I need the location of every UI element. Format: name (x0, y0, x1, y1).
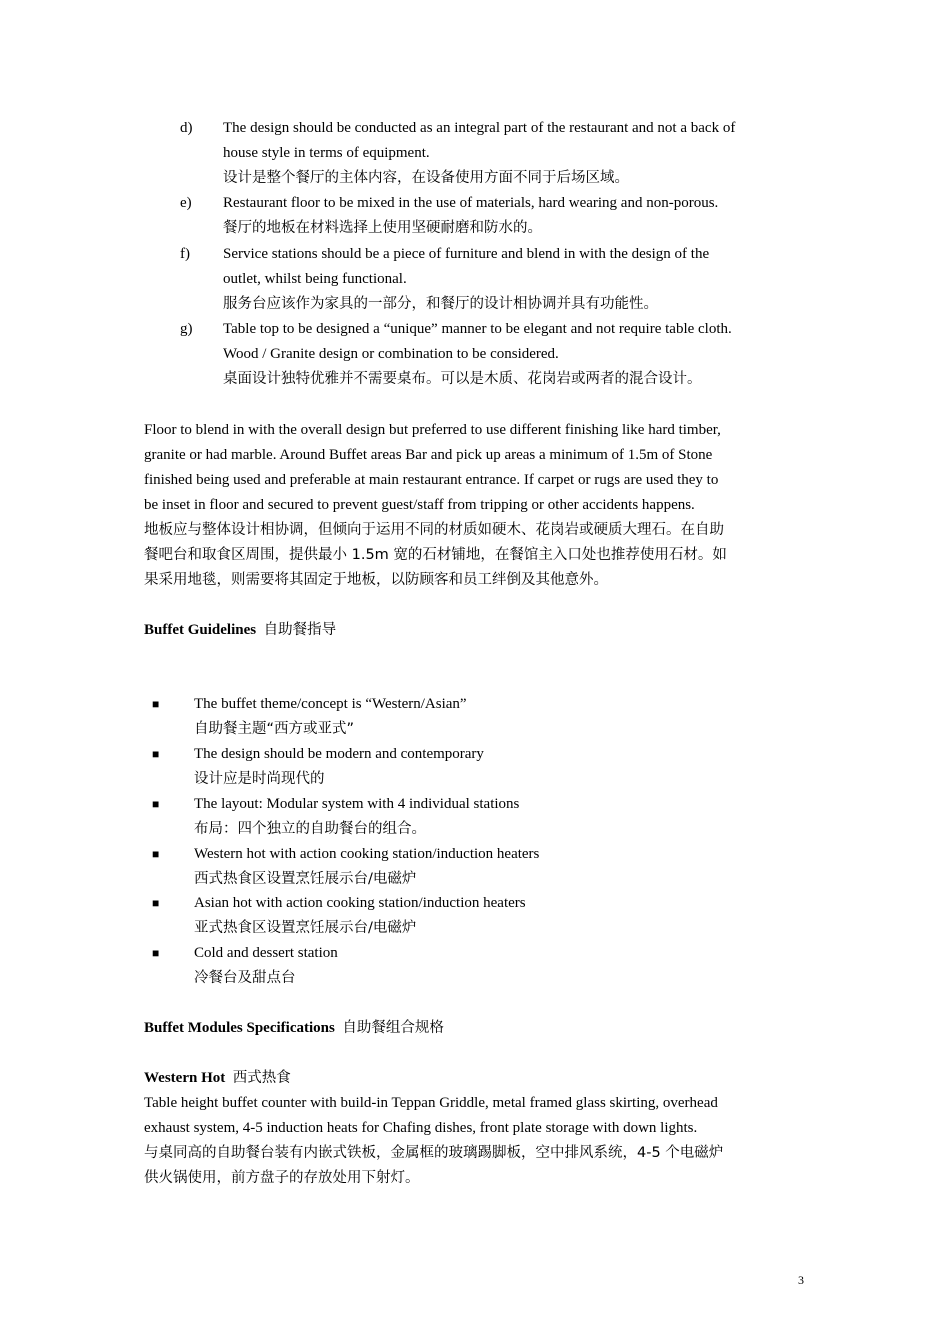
bullet-icon: ■ (152, 896, 160, 910)
list-item-zh: 西式热食区设置烹饪展示台/电磁炉 (194, 871, 417, 887)
list-item-zh: 亚式热食区设置烹饪展示台/电磁炉 (194, 920, 417, 936)
page-number: 3 (798, 1273, 804, 1287)
list-item-en: The layout: Modular system with 4 individual stations (194, 796, 520, 812)
section-heading-western-hot (144, 1066, 291, 1091)
heading-zh: 西式热食 (232, 1070, 291, 1086)
paragraph-line-zh: 餐吧台和取食区周围，提供最小 1.5m 宽的石材铺地，在餐馆主入口处也推荐使用石材。如 (144, 547, 727, 563)
paragraph-line: be inset in floor and secured to prevent guest/staff from tripping or other accidents happens. (144, 497, 695, 513)
item-text-line: Restaurant floor to be mixed in the use of materials, hard wearing and non-porous. (223, 195, 719, 211)
bullet-icon: ■ (152, 847, 160, 861)
paragraph-line: finished being used and preferable at main restaurant entrance. If carpet or rugs are used they to (144, 472, 719, 488)
paragraph-line: Floor to blend in with the overall design but preferred to use different finishing like hard timber, (144, 422, 721, 438)
item-text-line-zh: 餐厅的地板在材料选择上使用坚硬耐磨和防水的。 (223, 220, 542, 236)
paragraph-line: exhaust system, 4-5 induction heats for Chafing dishes, front plate storage with down lights. (144, 1120, 698, 1136)
list-item-en: The design should be modern and contemporary (194, 746, 484, 762)
paragraph-line-zh: 供火锅使用，前方盘子的存放处用下射灯。 (144, 1170, 420, 1186)
item-text-line: Table top to be designed a “unique” manner to be elegant and not require table cloth. (223, 321, 732, 337)
item-text-line-zh: 服务台应该作为家具的一部分，和餐厅的设计相协调并具有功能性。 (223, 296, 658, 312)
item-text-line: house style in terms of equipment. (223, 145, 430, 161)
list-item-en: Western hot with action cooking station/induction heaters (194, 846, 540, 862)
bullet-icon: ■ (152, 697, 160, 711)
list-item-en: Cold and dessert station (194, 945, 338, 961)
list-item-en: Asian hot with action cooking station/induction heaters (194, 895, 526, 911)
paragraph-line: Table height buffet counter with build-in Teppan Griddle, metal framed glass skirting, overhead (144, 1095, 718, 1111)
paragraph-line-zh: 与桌同高的自助餐台装有内嵌式铁板，金属框的玻璃踢脚板，空中排风系统，4-5 个电磁炉 (144, 1145, 724, 1161)
heading-en: Buffet Modules Specifications (144, 1020, 335, 1036)
list-item-zh: 自助餐主题“西方或亚式” (194, 721, 355, 737)
bullet-icon: ■ (152, 747, 160, 761)
item-text-line: Wood / Granite design or combination to be considered. (223, 346, 559, 362)
list-item-zh: 冷餐台及甜点台 (194, 970, 296, 986)
heading-zh: 自助餐组合规格 (342, 1020, 444, 1036)
heading-en: Buffet Guidelines (144, 622, 257, 638)
heading-zh: 自助餐指导 (263, 622, 337, 638)
bullet-icon: ■ (152, 946, 160, 960)
heading-en: Western Hot (144, 1070, 226, 1086)
bullet-icon: ■ (152, 797, 160, 811)
item-text-line: outlet, whilst being functional. (223, 271, 407, 287)
paragraph-line: granite or had marble. Around Buffet areas Bar and pick up areas a minimum of 1.5m of Stone (144, 447, 713, 463)
list-item-zh: 设计应是时尚现代的 (194, 771, 325, 787)
section-heading-modules (144, 1016, 444, 1041)
item-label: e) (180, 195, 192, 211)
item-text-line: The design should be conducted as an integral part of the restaurant and not a back of (223, 120, 736, 136)
paragraph-line-zh: 地板应与整体设计相协调，但倾向于运用不同的材质如硬木、花岗岩或硬质大理石。在自助 (144, 522, 724, 538)
section-heading-buffet-guidelines (144, 618, 336, 643)
item-label: d) (180, 120, 193, 136)
item-text-line-zh: 桌面设计独特优雅并不需要桌布。可以是木质、花岗岩或两者的混合设计。 (223, 371, 702, 387)
item-label: g) (180, 321, 193, 337)
item-text-line-zh: 设计是整个餐厅的主体内容，在设备使用方面不同于后场区域。 (223, 170, 629, 186)
item-text-line: Service stations should be a piece of furniture and blend in with the design of the (223, 246, 710, 262)
list-item-en: The buffet theme/concept is “Western/Asian” (194, 696, 467, 712)
list-item-zh: 布局：四个独立的自助餐台的组合。 (194, 821, 426, 837)
item-label: f) (180, 246, 190, 262)
paragraph-line-zh: 果采用地毯，则需要将其固定于地板，以防顾客和员工绊倒及其他意外。 (144, 572, 608, 588)
